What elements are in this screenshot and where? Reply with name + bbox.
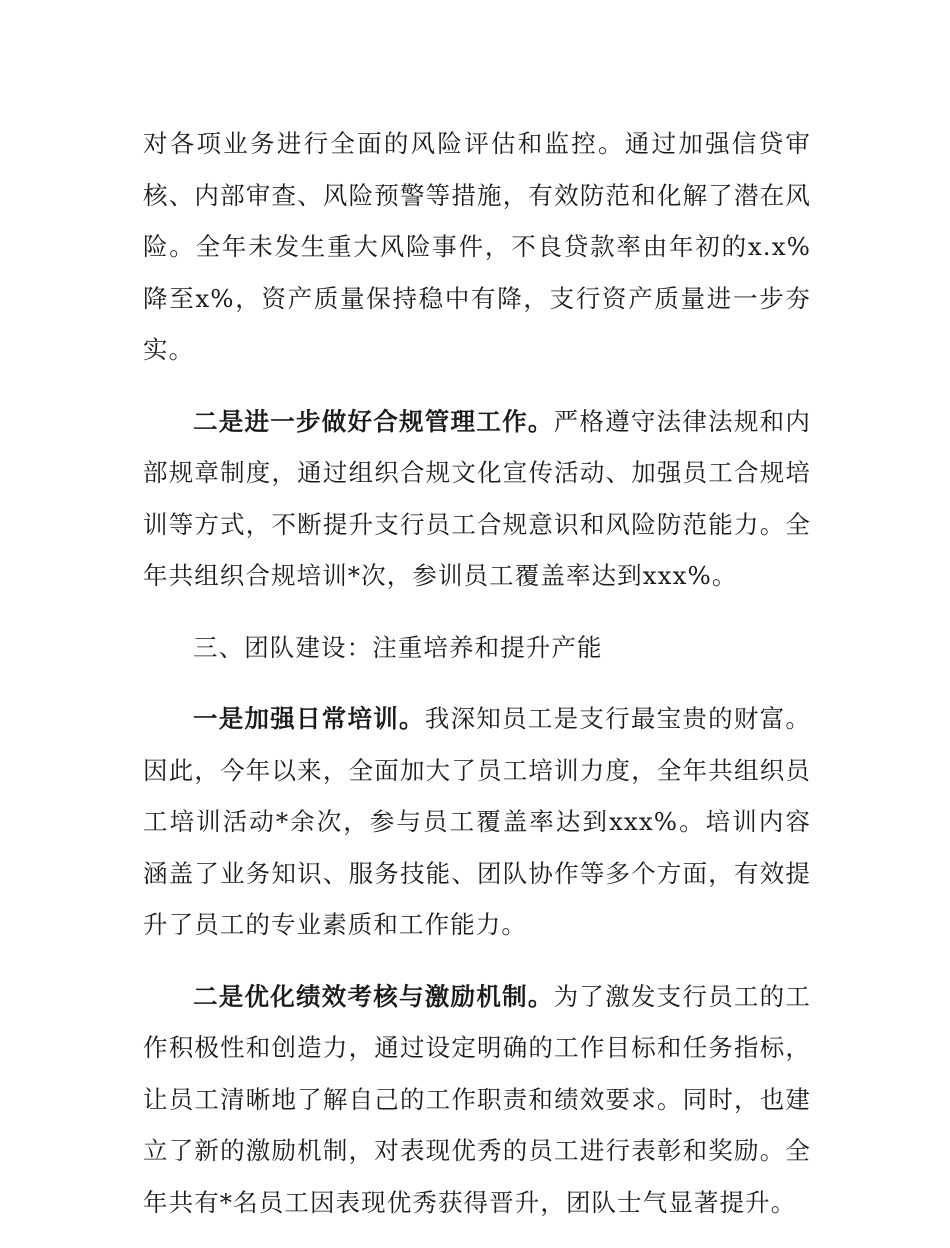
paragraph-daily-training — [143, 693, 811, 951]
paragraph-text: 对各项业务进行全面的风险评估和监控。通过加强信贷审核、内部审查、风险预警等措施，有效防范和化解了潜在风险。全年未发生重大风险事件，不良贷款率由年初的x.x%降至x%，资产质量保持稳中有降，支行资产质量进一步夯实。 — [143, 129, 811, 364]
paragraph-lead: 二是进一步做好合规管理工作。 — [193, 406, 554, 436]
paragraph-compliance-management — [143, 396, 811, 602]
paragraph-lead: 二是优化绩效考核与激励机制。 — [193, 981, 554, 1011]
paragraph-text: 严格遵守法律法规和内部规章制度，通过组织合规文化宣传活动、加强员工合规培训等方式，不断提升支行员工合规意识和风险防范能力。全年共组织合规培训*次，参训员工覆盖率达到xxx%。 — [143, 406, 811, 590]
paragraph-text: 为了激发支行员工的工作积极性和创造力，通过设定明确的工作目标和任务指标，让员工清晰地了解自己的工作职责和绩效要求。同时，也建立了新的激励机制，对表现优秀的员工进行表彰和奖励。全年共有*名员工因表现优秀获得晋升，团队士气显著提升。 — [143, 981, 811, 1217]
paragraph-risk-monitoring — [143, 118, 811, 376]
paragraph-performance-incentives — [143, 971, 811, 1229]
section-heading-team-building: 三、团队建设：注重培养和提升产能 — [193, 632, 603, 662]
paragraph-text: 我深知员工是支行最宝贵的财富。因此，今年以来，全面加大了员工培训力度，全年共组织员工培训活动*余次，参与员工覆盖率达到xxx%。培训内容涵盖了业务知识、服务技能、团队协作等多个方面，有效提升了员工的专业素质和工作能力。 — [143, 704, 811, 939]
document-page — [143, 118, 811, 1248]
paragraph-lead: 一是加强日常培训。 — [193, 704, 425, 733]
